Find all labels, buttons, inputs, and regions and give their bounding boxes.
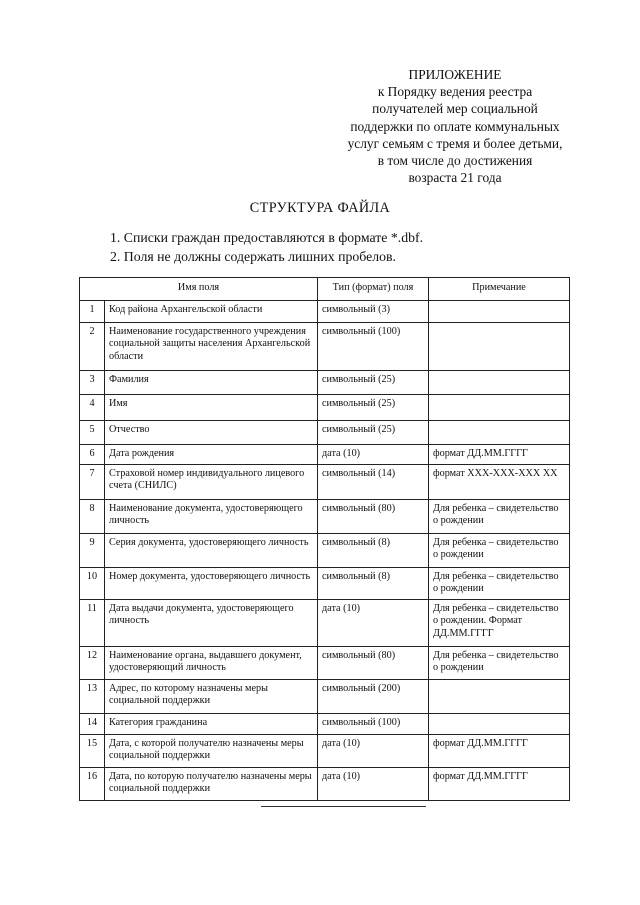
field-type-cell: дата (10) — [318, 735, 429, 768]
field-name-cell: Дата, с которой получателю назначены меры социальной поддержки — [105, 735, 318, 768]
table-row — [80, 600, 570, 647]
appendix-line: в том числе до достижения — [377, 153, 533, 169]
header-field-name: Имя поля — [80, 278, 318, 301]
row-number: 15 — [80, 735, 105, 768]
appendix-line: получателей мер социальной — [372, 101, 538, 117]
table-row — [80, 534, 570, 568]
field-type-cell: символьный (8) — [318, 568, 429, 600]
note-cell: формат XXX-XXX-XXX XX — [429, 465, 570, 500]
field-name-cell: Имя — [105, 395, 318, 421]
table-row — [80, 301, 570, 323]
rules-list — [110, 229, 423, 266]
file-structure-table — [79, 277, 570, 801]
field-name-cell: Дата, по которую получателю назначены меры социальной поддержки — [105, 768, 318, 801]
note-cell: формат ДД.ММ.ГГГГ — [429, 445, 570, 465]
field-type-cell: символьный (100) — [318, 714, 429, 735]
field-name-cell: Адрес, по которому назначены меры социальной поддержки — [105, 680, 318, 714]
note-cell: Для ребенка – свидетельство о рождении — [429, 647, 570, 680]
table-row — [80, 714, 570, 735]
table-row — [80, 323, 570, 371]
note-cell — [429, 680, 570, 714]
row-number: 5 — [80, 421, 105, 445]
note-cell: Для ребенка – свидетельство о рождении — [429, 568, 570, 600]
note-cell — [429, 371, 570, 395]
field-name-cell: Дата выдачи документа, удостоверяющего личность — [105, 600, 318, 647]
note-cell — [429, 714, 570, 735]
field-type-cell: символьный (80) — [318, 647, 429, 680]
appendix-block — [300, 66, 610, 186]
field-name-cell: Серия документа, удостоверяющего личность — [105, 534, 318, 568]
table-row — [80, 735, 570, 768]
table-row — [80, 500, 570, 534]
field-type-cell: символьный (25) — [318, 421, 429, 445]
table-header-row — [80, 278, 570, 301]
note-cell — [429, 301, 570, 323]
field-type-cell: символьный (3) — [318, 301, 429, 323]
note-cell — [429, 421, 570, 445]
appendix-line: возраста 21 года — [408, 170, 502, 186]
field-type-cell: символьный (200) — [318, 680, 429, 714]
field-type-cell: дата (10) — [318, 600, 429, 647]
table-row — [80, 465, 570, 500]
row-number: 9 — [80, 534, 105, 568]
rule-item: 1. Списки граждан предоставляются в формате *.dbf. — [110, 230, 424, 245]
field-type-cell: символьный (25) — [318, 371, 429, 395]
field-type-cell: дата (10) — [318, 445, 429, 465]
field-name-cell: Фамилия — [105, 371, 318, 395]
row-number: 8 — [80, 500, 105, 534]
field-type-cell: символьный (25) — [318, 395, 429, 421]
note-cell — [429, 395, 570, 421]
row-number: 2 — [80, 323, 105, 371]
row-number: 7 — [80, 465, 105, 500]
table-row — [80, 395, 570, 421]
row-number: 14 — [80, 714, 105, 735]
note-cell: формат ДД.ММ.ГГГГ — [429, 768, 570, 801]
field-type-cell: символьный (14) — [318, 465, 429, 500]
field-type-cell: дата (10) — [318, 768, 429, 801]
row-number: 4 — [80, 395, 105, 421]
table-row — [80, 768, 570, 801]
row-number: 16 — [80, 768, 105, 801]
appendix-line: услуг семьям с тремя и более детьми, — [347, 135, 563, 151]
table-row — [80, 680, 570, 714]
note-cell: формат ДД.ММ.ГГГГ — [429, 735, 570, 768]
field-name-cell: Категория гражданина — [105, 714, 318, 735]
field-name-cell: Код района Архангельской области — [105, 301, 318, 323]
table-row — [80, 647, 570, 680]
note-cell: Для ребенка – свидетельство о рождении — [429, 500, 570, 534]
field-name-cell: Отчество — [105, 421, 318, 445]
row-number: 6 — [80, 445, 105, 465]
header-note: Примечание — [429, 278, 570, 301]
field-name-cell: Номер документа, удостоверяющего личность — [105, 568, 318, 600]
rule-item: 2. Поля не должны содержать лишних пробелов. — [110, 248, 397, 264]
table-row — [80, 445, 570, 465]
field-name-cell: Наименование органа, выдавшего документ, удостоверяющий личность — [105, 647, 318, 680]
field-type-cell: символьный (80) — [318, 500, 429, 534]
document-title: СТРУКТУРА ФАЙЛА — [249, 200, 391, 216]
header-field-type: Тип (формат) поля — [318, 278, 429, 301]
table-row — [80, 371, 570, 395]
field-name-cell: Наименование документа, удостоверяющего личность — [105, 500, 318, 534]
note-cell: Для ребенка – свидетельство о рождении. Формат ДД.ММ.ГГГГ — [429, 600, 570, 647]
row-number: 1 — [80, 301, 105, 323]
row-number: 12 — [80, 647, 105, 680]
table-row — [80, 421, 570, 445]
row-number: 3 — [80, 371, 105, 395]
field-type-cell: символьный (100) — [318, 323, 429, 371]
note-cell: Для ребенка – свидетельство о рождении — [429, 534, 570, 568]
appendix-line: к Порядку ведения реестра — [377, 84, 533, 100]
field-type-cell: символьный (8) — [318, 534, 429, 568]
field-name-cell: Страховой номер индивидуального лицевого счета (СНИЛС) — [105, 465, 318, 500]
field-name-cell: Наименование государственного учреждения социальной защиты населения Архангельской области — [105, 323, 318, 371]
row-number: 11 — [80, 600, 105, 647]
appendix-heading: ПРИЛОЖЕНИЕ — [408, 67, 502, 82]
footer-divider — [261, 806, 426, 807]
row-number: 10 — [80, 568, 105, 600]
row-number: 13 — [80, 680, 105, 714]
field-name-cell: Дата рождения — [105, 445, 318, 465]
table-row — [80, 568, 570, 600]
note-cell — [429, 323, 570, 371]
appendix-line: поддержки по оплате коммунальных — [350, 118, 560, 134]
